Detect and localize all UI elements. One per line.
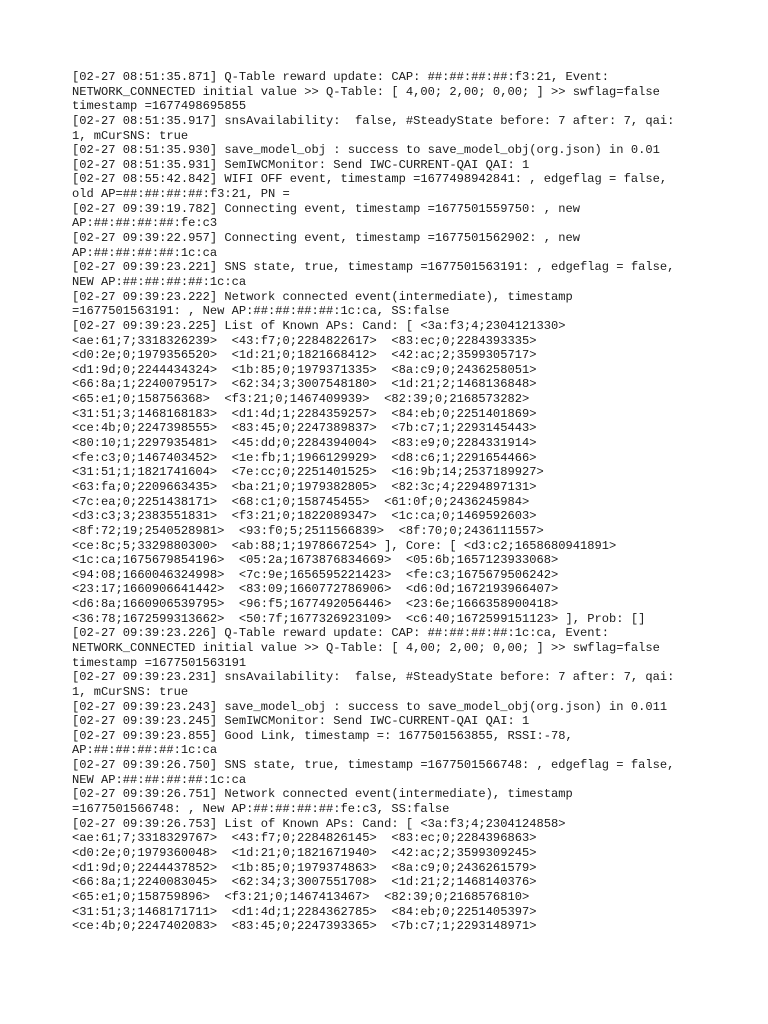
log-line: <31:51;3;1468171711> <d1:4d;1;2284362785> <84:eb;0;2251405397> <box>72 904 537 919</box>
log-line: [02-27 09:39:23.226] Q-Table reward update: CAP: ##:##:##:##:1c:ca, Event: <box>72 626 610 641</box>
log-line: [02-27 08:51:35.930] save_model_obj : success to save_model_obj(org.json) in 0.01 <box>72 143 660 158</box>
log-line: [02-27 09:39:23.231] snsAvailability: false, #SteadyState before: 7 after: 7, qai: <box>72 670 675 685</box>
log-line: <7c:ea;0;2251438171> <68:c1;0;158745455> <61:0f;0;2436245984> <box>72 494 530 509</box>
log-line: <ae:61;7;3318329767> <43:f7;0;2284826145> <83:ec;0;2284396863> <box>72 831 537 846</box>
log-line: NETWORK_CONNECTED initial value >> Q-Table: [ 4,00; 2,00; 0,00; ] >> swflag=false <box>72 84 660 99</box>
log-line: <fe:c3;0;1467403452> <1e:fb;1;1966129929> <d8:c6;1;2291654466> <box>72 450 537 465</box>
log-line: <ce:4b;0;2247398555> <83:45;0;2247389837> <7b:c7;1;2293145443> <box>72 421 537 436</box>
log-line: <65:e1;0;158756368> <f3:21;0;1467409939> <82:39;0;2168573282> <box>72 392 530 407</box>
log-line: [02-27 09:39:22.957] Connecting event, timestamp =1677501562902: , new <box>72 231 581 246</box>
log-line: [02-27 08:51:35.871] Q-Table reward update: CAP: ##:##:##:##:f3:21, Event: <box>72 70 610 84</box>
log-line: [02-27 08:51:35.917] snsAvailability: false, #SteadyState before: 7 after: 7, qai: <box>72 113 675 128</box>
log-line: <94:08;1660046324998> <7c:9e;1656595221423> <fe:c3;1675679506242> <box>72 567 559 582</box>
log-line: =1677501563191: , New AP:##:##:##:##:1c:ca, SS:false <box>72 304 450 319</box>
log-line: [02-27 09:39:23.222] Network connected event(intermediate), timestamp <box>72 289 573 304</box>
log-line: <80:10;1;2297935481> <45:dd;0;2284394004> <83:e9;0;2284331914> <box>72 436 537 451</box>
log-line: NEW AP:##:##:##:##:1c:ca <box>72 772 247 787</box>
log-line: [02-27 09:39:26.750] SNS state, true, timestamp =1677501566748: , edgeflag = false, <box>72 758 675 773</box>
log-line: [02-27 09:39:23.243] save_model_obj : success to save_model_obj(org.json) in 0.011 <box>72 699 668 714</box>
log-line: 1, mCurSNS: true <box>72 128 189 143</box>
log-line: <ce:8c;5;3329880300> <ab:88;1;1978667254> ], Core: [ <d3:c2;1658680941891> <box>72 538 617 553</box>
log-line: <ce:4b;0;2247402083> <83:45;0;2247393365> <7b:c7;1;2293148971> <box>72 919 537 934</box>
log-line: <1c:ca;1675679854196> <05:2a;1673876834669> <05:6b;1657123933068> <box>72 553 559 568</box>
log-line: [02-27 09:39:26.751] Network connected event(intermediate), timestamp <box>72 787 573 802</box>
log-line: <d6:8a;1660906539795> <96:f5;1677492056446> <23:6e;1666358900418> <box>72 597 559 612</box>
log-line: NETWORK_CONNECTED initial value >> Q-Table: [ 4,00; 2,00; 0,00; ] >> swflag=false <box>72 640 660 655</box>
log-line: timestamp =1677501563191 <box>72 655 247 670</box>
log-line: <d0:2e;0;1979356520> <1d:21;0;1821668412> <42:ac;2;3599305717> <box>72 348 537 363</box>
log-line: <31:51;3;1468168183> <d1:4d;1;2284359257> <84:eb;0;2251401869> <box>72 406 537 421</box>
log-line: <d1:9d;0;2244437852> <1b:85;0;1979374863> <8a:c9;0;2436261579> <box>72 860 537 875</box>
log-line: [02-27 09:39:23.245] SemIWCMonitor: Send IWC-CURRENT-QAI QAI: 1 <box>72 714 530 729</box>
log-line: =1677501566748: , New AP:##:##:##:##:fe:c3, SS:false <box>72 802 450 817</box>
log-line: old AP=##:##:##:##:f3:21, PN = <box>72 187 290 202</box>
log-line: [02-27 09:39:26.753] List of Known APs: Cand: [ <3a:f3;4;2304124858> <box>72 816 566 831</box>
log-line: 1, mCurSNS: true <box>72 684 189 699</box>
log-line: [02-27 09:39:23.225] List of Known APs: Cand: [ <3a:f3;4;2304121330> <box>72 318 566 333</box>
log-line: <66:8a;1;2240079517> <62:34;3;3007548180> <1d:21;2;1468136848> <box>72 377 537 392</box>
log-line: <ae:61;7;3318326239> <43:f7;0;2284822617> <83:ec;0;2284393335> <box>72 333 537 348</box>
log-line: AP:##:##:##:##:1c:ca <box>72 743 218 758</box>
log-line: <23:17;1660906641442> <83:09;1660772786906> <d6:0d;1672193966407> <box>72 582 559 597</box>
log-line: <d0:2e;0;1979360048> <1d:21;0;1821671940> <42:ac;2;3599309245> <box>72 845 537 860</box>
log-line: <66:8a;1;2240083045> <62:34;3;3007551708> <1d:21;2;1468140376> <box>72 875 537 890</box>
log-document <box>72 70 712 934</box>
log-line: AP:##:##:##:##:1c:ca <box>72 245 218 260</box>
log-line: <8f:72;19;2540528981> <93:f0;5;2511566839> <8f:70;0;2436111557> <box>72 523 544 538</box>
log-line: NEW AP:##:##:##:##:1c:ca <box>72 274 247 289</box>
log-line: <d3:c3;3;2383551831> <f3:21;0;1822089347> <1c:ca;0;1469592603> <box>72 509 537 524</box>
log-line: timestamp =1677498695855 <box>72 99 247 114</box>
log-line: <31:51;1;1821741604> <7e:cc;0;2251401525> <16:9b;14;2537189927> <box>72 465 544 480</box>
log-line: [02-27 09:39:23.221] SNS state, true, timestamp =1677501563191: , edgeflag = false, <box>72 260 675 275</box>
log-line: AP:##:##:##:##:fe:c3 <box>72 216 218 231</box>
log-line: <65:e1;0;158759896> <f3:21;0;1467413467> <82:39;0;2168576810> <box>72 889 530 904</box>
log-line: <63:fa;0;2209663435> <ba:21;0;1979382805> <82:3c;4;2294897131> <box>72 479 537 494</box>
log-line: <36:78;1672599313662> <50:7f;1677326923109> <c6:40;1672599151123> ], Prob: [] <box>72 611 646 626</box>
log-line: [02-27 09:39:23.855] Good Link, timestamp =: 1677501563855, RSSI:-78, <box>72 728 573 743</box>
log-line: [02-27 08:55:42.842] WIFI OFF event, timestamp =1677498942841: , edgeflag = false, <box>72 172 668 187</box>
log-line: [02-27 08:51:35.931] SemIWCMonitor: Send IWC-CURRENT-QAI QAI: 1 <box>72 157 530 172</box>
log-line: <d1:9d;0;2244434324> <1b:85;0;1979371335> <8a:c9;0;2436258051> <box>72 362 537 377</box>
log-line: [02-27 09:39:19.782] Connecting event, timestamp =1677501559750: , new <box>72 201 581 216</box>
